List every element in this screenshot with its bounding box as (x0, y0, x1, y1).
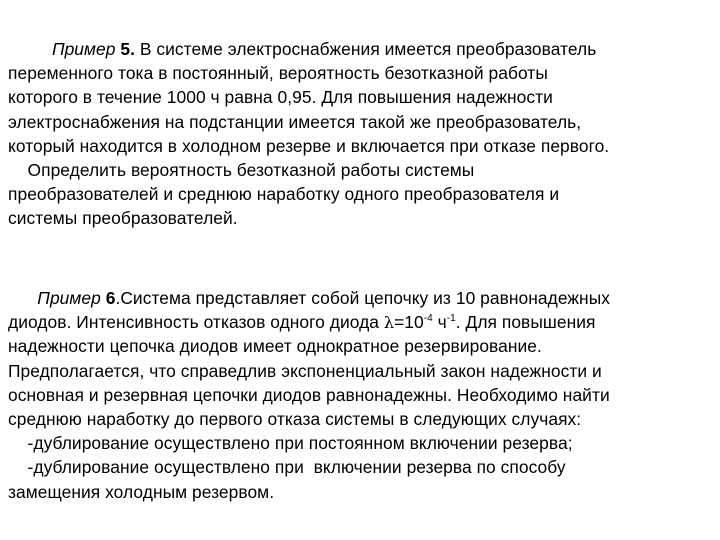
example-6-label: Пример (37, 288, 101, 308)
example-5-line-8: системы преобразователей. (8, 208, 238, 229)
example-5-line-7: преобразователей и среднюю наработку одного преобразователя и (8, 184, 560, 205)
example-6-line-2 (8, 310, 714, 334)
example-5-number: 5. (120, 39, 135, 59)
example-5-line-1 (8, 37, 714, 61)
example-5-line-5: который находится в холодном резерве и включается при отказе первого. (8, 135, 610, 156)
example-5-label: Пример (51, 39, 116, 59)
example-6-line-8: -дублирование осуществлено при включении резерва по способу (8, 457, 566, 478)
example-6-line-2-end: . Для повышения (455, 312, 596, 333)
example-6-number: 6 (105, 288, 116, 308)
example-6-line-9: замещения холодным резервом. (8, 481, 275, 502)
failure-rate-unit: ч (432, 312, 447, 333)
example-6-line-5: основная и резервная цепочки диодов равнонадежны. Необходимо найти (8, 384, 610, 405)
lambda-symbol: λ (383, 313, 395, 333)
example-5-text: В системе электроснабжения имеется преобразователь (139, 39, 597, 59)
example-5-line-2: переменного тока в постоянный, вероятность безотказной работы (8, 63, 548, 84)
example-5-line-4: электроснабжения на подстанции имеется такой же преобразователь, (8, 111, 582, 132)
example-5-paragraph (8, 37, 714, 231)
example-6-paragraph (8, 286, 714, 504)
example-5-line-3: которого в течение 1000 ч равна 0,95. Для повышения надежности (8, 87, 553, 108)
example-6-line-6: среднюю наработку до первого отказа системы в следующих случаях: (8, 408, 582, 429)
example-6-line-7: -дублирование осуществлено при постоянном включении резерва; (8, 433, 573, 454)
example-6-line-2-start: диодов. Интенсивность отказов одного диода (8, 312, 384, 333)
failure-rate-unit-exponent: -1 (446, 313, 456, 325)
example-5-line-6: Определить вероятность безотказной работы системы (8, 159, 475, 180)
example-6-text: .Система представляет собой цепочку из 10 равнонадежных (115, 288, 611, 308)
failure-rate-value: =10 (394, 312, 424, 333)
failure-rate-exponent: -4 (423, 313, 433, 325)
example-6-line-3: надежности цепочка диодов имеет однократное резервирование. (8, 336, 542, 357)
example-6-line-4: Предполагается, что справедлив экспоненциальный закон надежности и (8, 360, 602, 381)
example-6-line-1 (8, 286, 714, 310)
